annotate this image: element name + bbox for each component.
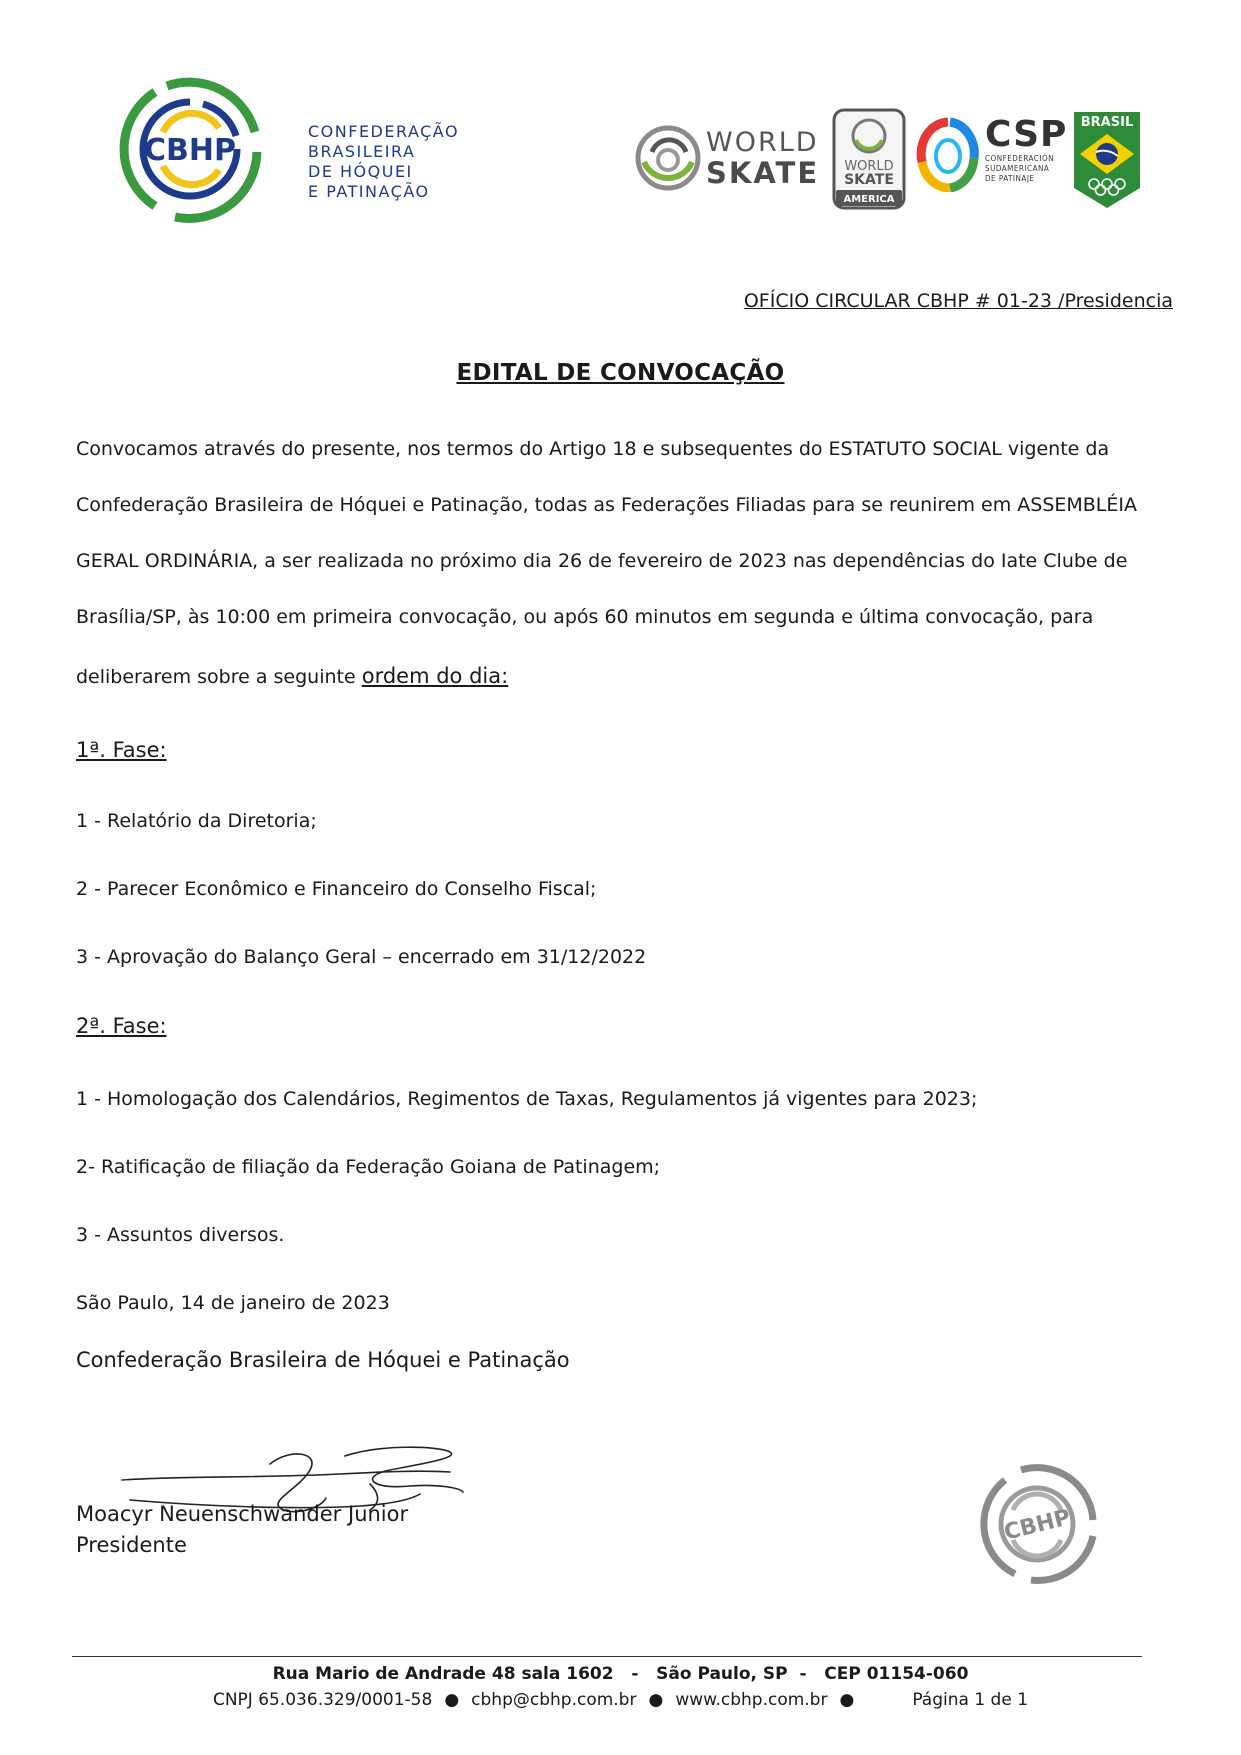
list-item: 1 - Homologação dos Calendários, Regimentos de Taxas, Regulamentos já vigentes para 2023; — [76, 1088, 978, 1110]
intro-line: Confederação Brasileira de Hóquei e Patinação, todas as Federações Filiadas para se reunirem em ASSEMBLÉIA — [76, 494, 1138, 516]
footer-divider — [72, 1656, 1142, 1657]
world-skate-line: SKATE — [706, 156, 820, 190]
csp-line: SUDAMERICANA — [985, 164, 1050, 173]
phase2-heading: 2ª. Fase: — [76, 1014, 167, 1038]
seal-text: CBHP — [1001, 1505, 1074, 1546]
org-name-line: CONFEDERAÇÃO — [308, 122, 460, 141]
org-line: Confederação Brasileira de Hóquei e Patinação — [76, 1348, 570, 1372]
intro-line: Convocamos através do presente, nos termos do Artigo 18 e subsequentes do ESTATUTO SOCIAL vigente da — [76, 438, 1110, 460]
intro-line — [76, 664, 508, 688]
csp-line: CONFEDERACIÓN — [985, 154, 1055, 163]
intro-line: GERAL ORDINÁRIA, a ser realizada no próximo dia 26 de fevereiro de 2023 nas dependências do Iate Clube de — [76, 550, 1128, 572]
org-name-line: E PATINAÇÃO — [308, 182, 430, 201]
agenda-label: ordem do dia: — [361, 664, 509, 688]
date-line: São Paulo, 14 de janeiro de 2023 — [76, 1292, 390, 1314]
list-item: 3 - Assuntos diversos. — [76, 1224, 285, 1246]
brasil-olympic-logo — [1072, 110, 1142, 210]
cbhp-seal-icon — [975, 1462, 1099, 1586]
world-skate-swirl-icon — [634, 122, 702, 194]
document-title: EDITAL DE CONVOCAÇÃO — [456, 360, 785, 386]
cbhp-logo — [115, 74, 265, 224]
list-item: 2 - Parecer Econômico e Financeiro do Conselho Fiscal; — [76, 878, 597, 900]
bullet-icon: ● — [648, 1690, 664, 1710]
world-skate-logo — [706, 128, 819, 188]
signer-name: Moacyr Neuenschwander Junior — [76, 1502, 409, 1526]
intro-line: Brasília/SP, às 10:00 em primeira convocação, ou após 60 minutos em segunda e última convocação, para — [76, 606, 1094, 628]
org-name-line: DE HÓQUEI — [308, 162, 413, 181]
csp-acronym: CSP — [985, 114, 1068, 155]
csp-line: DE PATINAJE — [985, 174, 1035, 183]
list-item: 1 - Relatório da Diretoria; — [76, 810, 317, 832]
csp-logo — [985, 116, 1067, 184]
wsa-line: WORLD — [844, 159, 894, 174]
wsa-line: SKATE — [844, 172, 894, 188]
bullet-icon: ● — [839, 1690, 855, 1710]
footer-email[interactable]: cbhp@cbhp.com.br — [471, 1690, 637, 1710]
world-skate-america-logo — [832, 108, 906, 210]
list-item: 2- Ratificação de filiação da Federação Goiana de Patinagem; — [76, 1156, 661, 1178]
footer-address: Rua Mario de Andrade 48 sala 1602 - São Paulo, SP - CEP 01154-060 — [272, 1664, 969, 1684]
bullet-icon: ● — [444, 1690, 460, 1710]
csp-ring-icon — [916, 116, 980, 192]
brasil-text: BRASIL — [1080, 115, 1134, 130]
list-item: 3 - Aprovação do Balanço Geral – encerrado em 31/12/2022 — [76, 946, 647, 968]
intro-last-prefix: deliberarem sobre a seguinte — [76, 666, 362, 688]
org-name-line: BRASILEIRA — [308, 142, 416, 161]
cbhp-logo-text: CBHP — [144, 133, 236, 168]
phase1-heading: 1ª. Fase: — [76, 738, 167, 762]
footer-website[interactable]: www.cbhp.com.br — [675, 1690, 828, 1710]
document-reference: OFÍCIO CIRCULAR CBHP # 01-23 /Presidencia — [743, 290, 1173, 312]
footer-cnpj: CNPJ 65.036.329/0001-58 — [212, 1690, 433, 1710]
world-skate-line: WORLD — [706, 127, 819, 158]
footer-page-number: Página 1 de 1 — [912, 1690, 1029, 1710]
wsa-line: AMERICA — [843, 194, 895, 205]
org-name-block — [308, 122, 459, 202]
footer-contact — [0, 1690, 1241, 1710]
signer-role: Presidente — [76, 1533, 187, 1557]
